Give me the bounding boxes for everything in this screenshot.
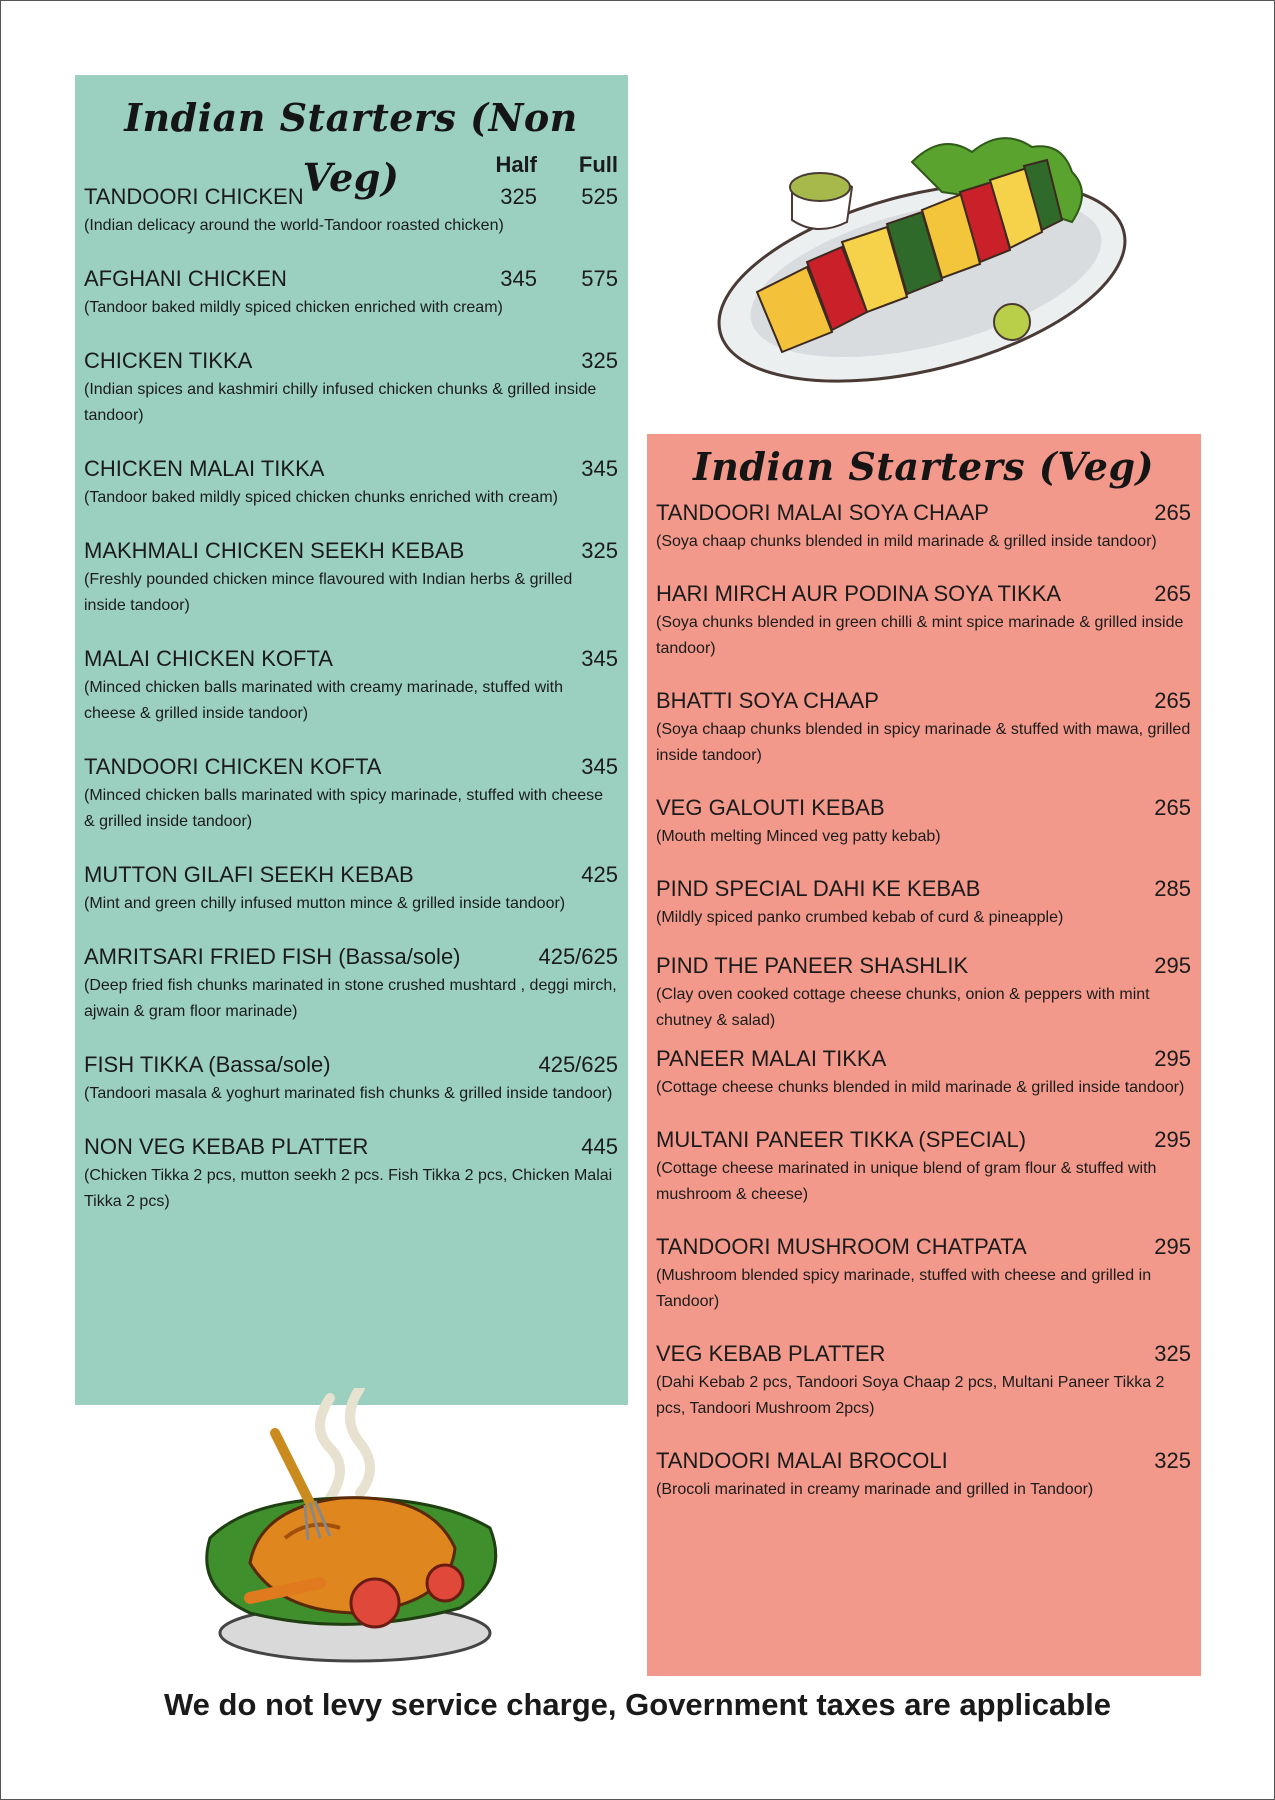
menu-item-name: PANEER MALAI TIKKA xyxy=(656,1046,887,1071)
menu-item-row xyxy=(84,644,618,674)
menu-item-description: (Chicken Tikka 2 pcs, mutton seekh 2 pcs. Fish Tikka 2 pcs, Chicken Malai Tikka 2 pcs) xyxy=(84,1167,613,1210)
menu-item-description: (Cottage cheese chunks blended in mild marinade & grilled inside tandoor) xyxy=(656,1079,1185,1096)
menu-item-price: 325 xyxy=(581,538,618,563)
menu-item-name: FISH TIKKA (Bassa/sole) xyxy=(84,1052,331,1077)
menu-item xyxy=(656,1232,1191,1315)
menu-item-price: 325 xyxy=(581,348,618,373)
menu-item-row xyxy=(656,1125,1191,1155)
menu-item-price-half: 345 xyxy=(500,266,537,291)
nonveg-title: Indian Starters (Non Veg) xyxy=(124,95,578,200)
menu-item xyxy=(656,1044,1191,1101)
menu-item xyxy=(84,346,618,429)
menu-item-row xyxy=(656,1044,1191,1074)
menu-item xyxy=(656,579,1191,662)
menu-item-price: 265 xyxy=(1154,688,1191,713)
menu-item-description: (Mildly spiced panko crumbed kebab of curd & pineapple) xyxy=(656,909,1064,926)
menu-item-price: 425/625 xyxy=(538,944,618,969)
menu-item-name: TANDOORI MALAI BROCOLI xyxy=(656,1448,948,1473)
menu-item-row xyxy=(84,454,618,484)
menu-item-row xyxy=(84,264,618,294)
menu-item-description: (Minced chicken balls marinated with creamy marinade, stuffed with cheese & grilled inside tandoor) xyxy=(84,679,564,722)
menu-item-row xyxy=(84,536,618,566)
menu-item-name: HARI MIRCH AUR PODINA SOYA TIKKA xyxy=(656,581,1062,606)
full-column-header: Full xyxy=(578,152,618,177)
half-column-header: Half xyxy=(495,152,537,177)
menu-item xyxy=(84,752,618,835)
menu-item-name: CHICKEN TIKKA xyxy=(84,348,253,373)
menu-item-name: PIND SPECIAL DAHI KE KEBAB xyxy=(656,876,981,901)
menu-item-row xyxy=(84,346,618,376)
menu-item-name: TANDOORI CHICKEN xyxy=(84,184,304,209)
paneer-tikka-plate-image xyxy=(712,132,1132,394)
menu-item-price: 295 xyxy=(1154,1234,1191,1259)
menu-item-description: (Mint and green chilly infused mutton mince & grilled inside tandoor) xyxy=(84,895,566,912)
menu-item xyxy=(656,686,1191,769)
menu-item xyxy=(656,1446,1191,1503)
menu-item xyxy=(84,1050,618,1107)
menu-item-name: TANDOORI MALAI SOYA CHAAP xyxy=(656,500,989,525)
veg-menu-panel xyxy=(647,434,1201,1676)
menu-item-name: TANDOORI MUSHROOM CHATPATA xyxy=(656,1234,1027,1259)
menu-item-description: (Soya chaap chunks blended in spicy marinade & stuffed with mawa, grilled inside tandoor) xyxy=(656,721,1191,764)
menu-item xyxy=(84,644,618,727)
menu-item xyxy=(656,498,1191,555)
menu-item-price: 325 xyxy=(1154,1341,1191,1366)
menu-item-price-full: 575 xyxy=(581,266,618,291)
menu-item-price: 285 xyxy=(1154,876,1191,901)
menu-item-row xyxy=(84,1132,618,1162)
menu-item-name: MALAI CHICKEN KOFTA xyxy=(84,646,333,671)
menu-item-description: (Soya chaap chunks blended in mild marinade & grilled inside tandoor) xyxy=(656,533,1157,550)
menu-item-price: 345 xyxy=(581,754,618,779)
menu-item-name: AFGHANI CHICKEN xyxy=(84,266,287,291)
menu-item-description: (Indian delicacy around the world-Tandoor roasted chicken) xyxy=(84,217,504,234)
menu-item-name: MUTTON GILAFI SEEKH KEBAB xyxy=(84,862,414,887)
menu-item-price: 425/625 xyxy=(538,1052,618,1077)
menu-item-row xyxy=(84,752,618,782)
menu-item-name: AMRITSARI FRIED FISH (Bassa/sole) xyxy=(84,944,461,969)
menu-item-name: VEG KEBAB PLATTER xyxy=(656,1341,886,1366)
menu-item-description: (Indian spices and kashmiri chilly infused chicken chunks & grilled inside tandoor) xyxy=(84,381,597,424)
menu-item xyxy=(656,951,1191,1034)
menu-item-price: 425 xyxy=(581,862,618,887)
menu-item-name: PIND THE PANEER SHASHLIK xyxy=(656,953,969,978)
menu-item-row xyxy=(656,1339,1191,1369)
menu-item-description: (Minced chicken balls marinated with spicy marinade, stuffed with cheese & grilled inside tandoor) xyxy=(84,787,604,830)
service-charge-note: We do not levy service charge, Government taxes are applicable xyxy=(163,1687,1112,1722)
menu-item-price: 265 xyxy=(1154,581,1191,606)
menu-item-row xyxy=(84,942,618,972)
menu-item-price: 345 xyxy=(581,646,618,671)
menu-item-description: (Tandoor baked mildly spiced chicken chunks enriched with cream) xyxy=(84,489,558,506)
menu-item-row xyxy=(656,579,1191,609)
menu-item-row xyxy=(84,182,618,212)
menu-item-row xyxy=(656,874,1191,904)
menu-item-price-full: 525 xyxy=(581,184,618,209)
nonveg-menu-panel xyxy=(75,75,628,1405)
menu-item-name: TANDOORI CHICKEN KOFTA xyxy=(84,754,382,779)
menu-item-row xyxy=(656,1446,1191,1476)
menu-item-description: (Mouth melting Minced veg patty kebab) xyxy=(656,828,941,845)
menu-item xyxy=(656,793,1191,850)
menu-item-row xyxy=(84,860,618,890)
menu-item-description: (Brocoli marinated in creamy marinade and grilled in Tandoor) xyxy=(656,1481,1094,1498)
menu-item-price: 445 xyxy=(581,1134,618,1159)
menu-item-price: 295 xyxy=(1154,1046,1191,1071)
menu-item-name: VEG GALOUTI KEBAB xyxy=(656,795,885,820)
menu-item-description: (Tandoori masala & yoghurt marinated fish chunks & grilled inside tandoor) xyxy=(84,1085,613,1102)
menu-item-price-half: 325 xyxy=(500,184,537,209)
menu-item xyxy=(656,874,1191,931)
menu-item xyxy=(84,942,618,1025)
menu-item-row xyxy=(84,1050,618,1080)
menu-item-description: (Clay oven cooked cottage cheese chunks, onion & peppers with mint chutney & salad) xyxy=(656,986,1150,1029)
menu-item-row xyxy=(656,951,1191,981)
menu-item xyxy=(84,454,618,511)
menu-item xyxy=(84,182,618,239)
veg-title: Indian Starters (Veg) xyxy=(692,444,1155,489)
menu-item-description: (Soya chunks blended in green chilli & mint spice marinade & grilled inside tandoor) xyxy=(656,614,1184,657)
menu-item xyxy=(656,1125,1191,1208)
roast-chicken-plate-image xyxy=(190,1388,520,1678)
menu-item-row xyxy=(656,498,1191,528)
menu-item xyxy=(84,1132,618,1215)
menu-item xyxy=(84,860,618,917)
menu-item-name: CHICKEN MALAI TIKKA xyxy=(84,456,325,481)
veg-item-list xyxy=(656,498,1191,1503)
menu-item-description: (Deep fried fish chunks marinated in stone crushed mushtard , deggi mirch, ajwain & gram floor marinade) xyxy=(84,977,617,1020)
menu-item-description: (Tandoor baked mildly spiced chicken enriched with cream) xyxy=(84,299,503,316)
menu-item-description: (Mushroom blended spicy marinade, stuffed with cheese and grilled in Tandoor) xyxy=(656,1267,1152,1310)
menu-item-name: BHATTI SOYA CHAAP xyxy=(656,688,879,713)
menu-item-price: 265 xyxy=(1154,500,1191,525)
menu-item-row xyxy=(656,1232,1191,1262)
menu-item-price: 295 xyxy=(1154,953,1191,978)
menu-item-row xyxy=(656,793,1191,823)
menu-item-row xyxy=(656,686,1191,716)
menu-item xyxy=(84,536,618,619)
menu-item-name: MULTANI PANEER TIKKA (SPECIAL) xyxy=(656,1127,1027,1152)
menu-item xyxy=(656,1339,1191,1422)
menu-item-name: MAKHMALI CHICKEN SEEKH KEBAB xyxy=(84,538,465,563)
menu-item-name: NON VEG KEBAB PLATTER xyxy=(84,1134,369,1159)
nonveg-item-list xyxy=(84,182,618,1215)
menu-item-price: 265 xyxy=(1154,795,1191,820)
menu-item-price: 345 xyxy=(581,456,618,481)
menu-item-price: 325 xyxy=(1154,1448,1191,1473)
menu-item-price: 295 xyxy=(1154,1127,1191,1152)
menu-item-description: (Cottage cheese marinated in unique blend of gram flour & stuffed with mushroom & cheese) xyxy=(656,1160,1157,1203)
menu-item-description: (Freshly pounded chicken mince flavoured with Indian herbs & grilled inside tandoor) xyxy=(84,571,573,614)
menu-item-description: (Dahi Kebab 2 pcs, Tandoori Soya Chaap 2 pcs, Multani Paneer Tikka 2 pcs, Tandoori Mushroom 2pcs) xyxy=(656,1374,1165,1417)
menu-item xyxy=(84,264,618,321)
